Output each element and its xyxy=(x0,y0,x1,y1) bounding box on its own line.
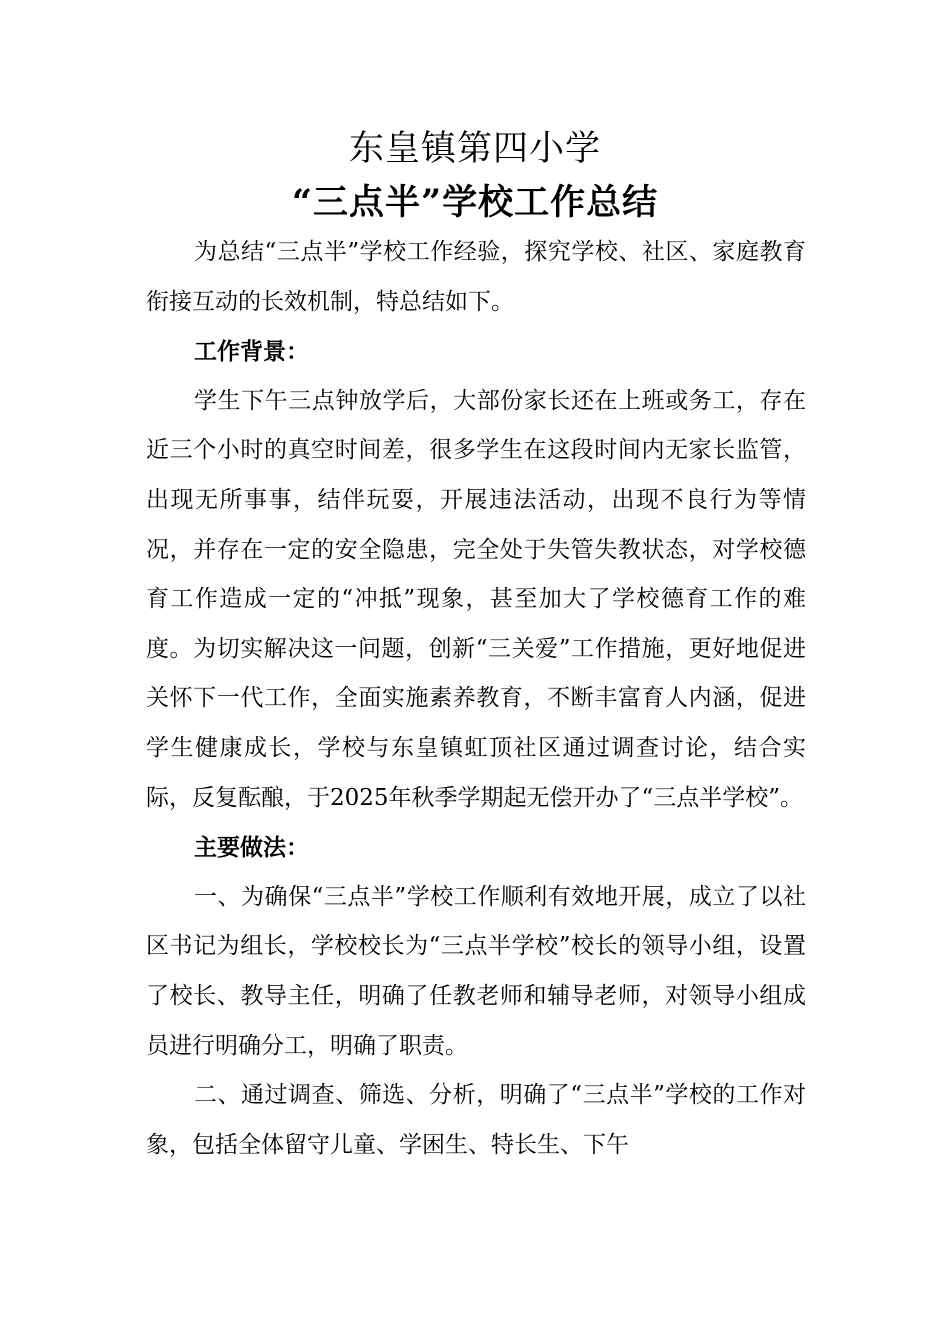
section-heading-methods: 主要做法： xyxy=(194,834,309,862)
section-heading-background: 工作背景： xyxy=(194,338,309,366)
intro-paragraph: 为总结“三点半”学校工作经验，探究学校、社区、家庭教育衔接互动的长效机制，特总结如下。 xyxy=(146,239,806,315)
document-title-school: 东皇镇第四小学 xyxy=(348,129,601,169)
method-item-1: 一、为确保“三点半”学校工作顺利有效地开展，成立了以社区书记为组长，学校校长为“三点半学校”校长的领导小组，设置了校长、教导主任，明确了任教老师和辅导老师，对领导小组成员进行明确分工，明确了职责。 xyxy=(146,883,806,1059)
background-paragraph: 学生下午三点钟放学后，大部份家长还在上班或务工，存在近三个小时的真空时间差，很多学生在这段时间内无家长监管，出现无所事事，结伴玩耍，开展违法活动，出现不良行为等情况，并存在一定的安全隐患，完全处于失管失教状态，对学校德育工作造成一定的“冲抵”现象，甚至加大了学校德育工作的难度。为切实解决这一问题，创新“三关爱”工作措施，更好地促进关怀下一代工作，全面实施素养教育，不断丰富育人内涵，促进学生健康成长，学校与东皇镇虹顶社区通过调查讨论，结合实际，反复酝酿，于2025年秋季学期起无偿开办了“三点半学校”。 xyxy=(146,387,806,811)
method-item-2: 二、通过调查、筛选、分析，明确了“三点半”学校的工作对象，包括全体留守儿童、学困生、特长生、下午 xyxy=(146,1082,806,1158)
document-body xyxy=(146,228,806,1170)
document-title-main: “三点半”学校工作总结 xyxy=(291,182,659,223)
